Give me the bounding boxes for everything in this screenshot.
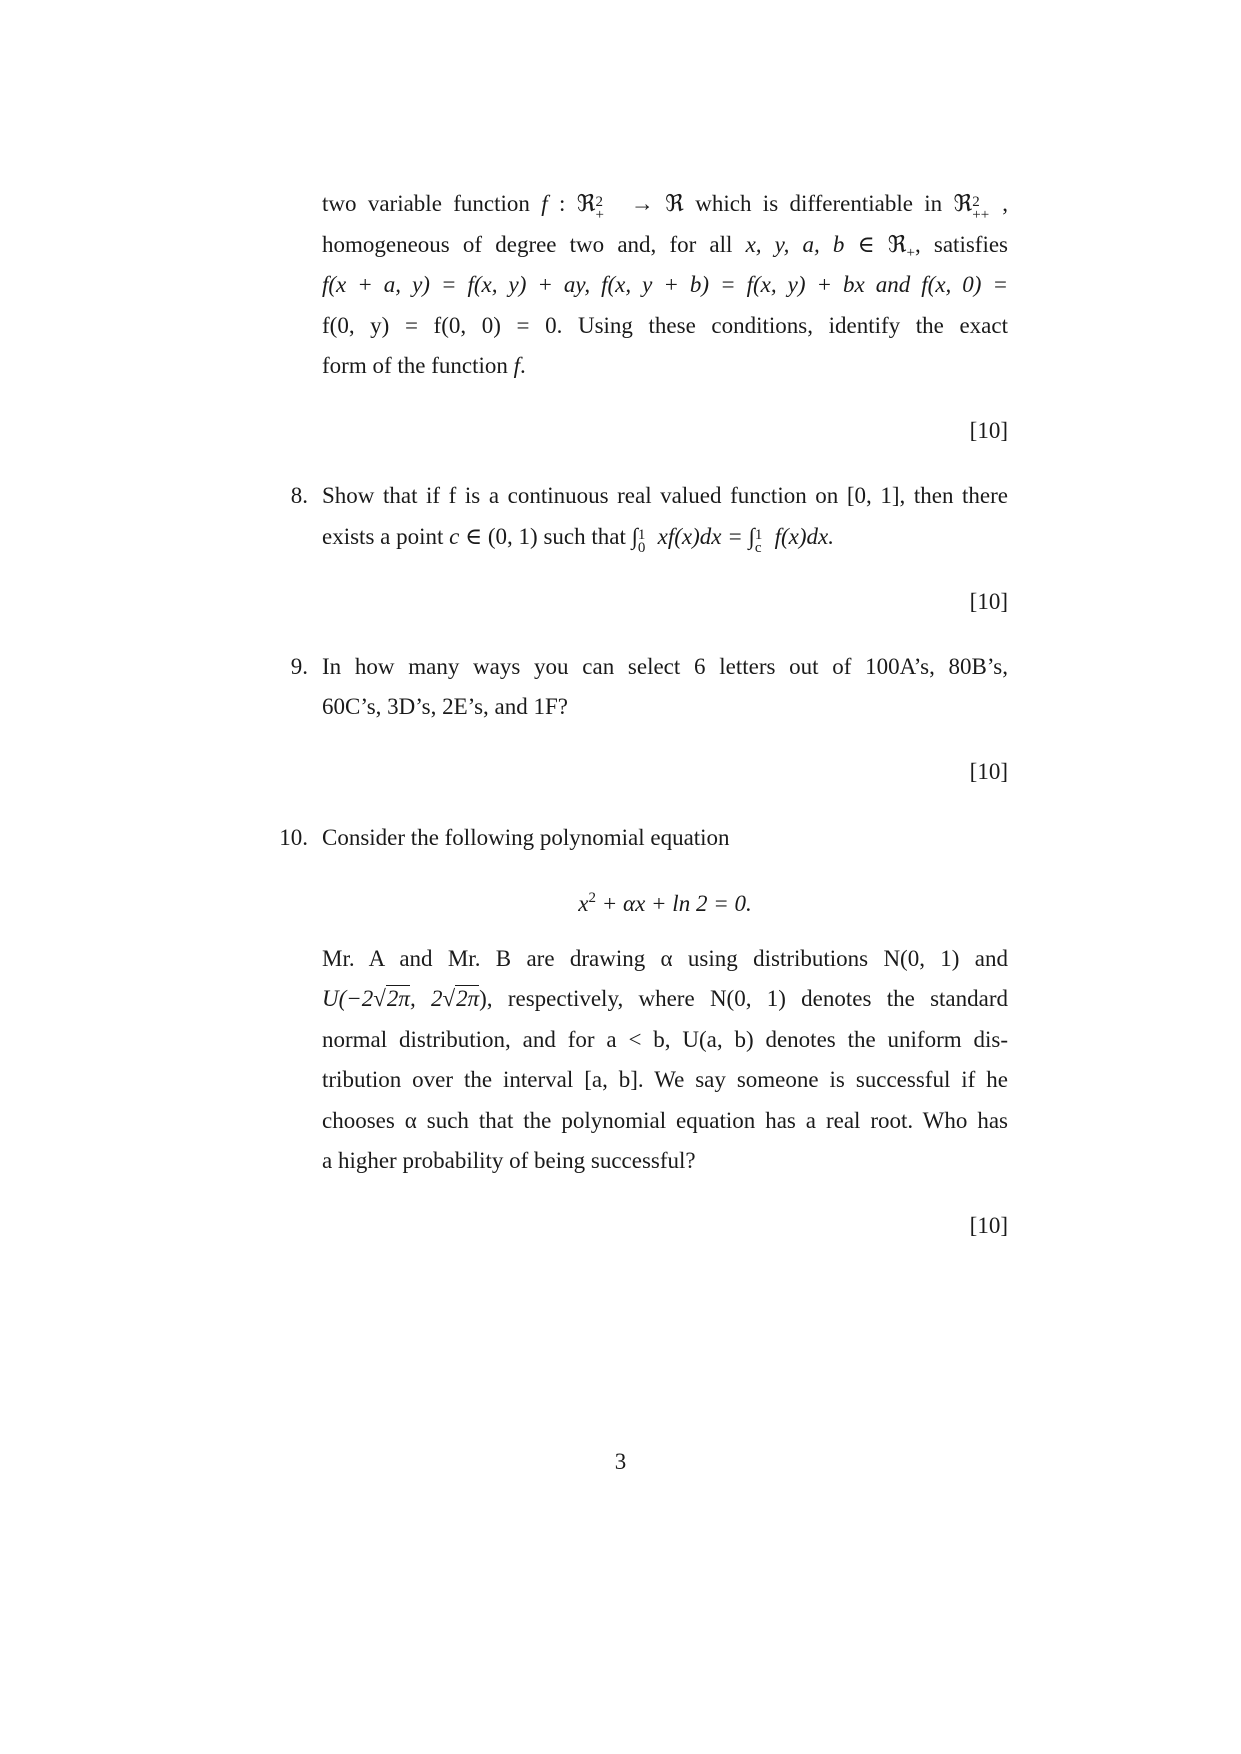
text: . [520, 353, 526, 378]
upper-limit: 1 [754, 527, 763, 543]
math-real: ℜ [665, 191, 684, 216]
q10-para-line-4 [322, 1065, 1008, 1095]
q10-equation [322, 883, 1008, 916]
math-c: c [449, 524, 460, 549]
text: homogeneous of degree two and, for all [322, 232, 746, 257]
math-text: , 2 [409, 986, 443, 1011]
text: ), respectively, where N(0, 1) denotes the standard [479, 986, 1008, 1011]
text: Consider the following polynomial equation [322, 825, 730, 850]
q7-line-3 [322, 270, 1008, 300]
integrand: f(x)dx. [768, 524, 834, 549]
text: a higher probability of being successful? [322, 1148, 696, 1173]
math-arrow: → [619, 191, 666, 216]
q7-line-1 [322, 189, 1009, 223]
q7-line-4 [322, 311, 1008, 341]
sqrt-sign: √ [442, 986, 456, 1011]
radicand: 2π [456, 986, 480, 1011]
integral-sign: ∫ [748, 524, 755, 549]
text: In how many ways you can select 6 letters out of 100A’s, 80B’s, [322, 654, 1008, 679]
math-real: ℜ [953, 191, 973, 216]
sub: + [595, 207, 604, 223]
q10-para-line-2 [322, 984, 1008, 1014]
math-text: U(−2 [322, 986, 374, 1011]
q8-line-1 [322, 481, 1008, 511]
lower-limit: 0 [637, 540, 646, 556]
q10-para-line-3 [322, 1025, 1008, 1055]
q8-marks: [10] [969, 589, 1008, 614]
q7-line-5 [322, 351, 1008, 381]
q9-marks: [10] [969, 759, 1008, 784]
q10-number: 10. [279, 825, 308, 850]
sup: 2 [595, 194, 603, 210]
sub: ++ [972, 207, 990, 223]
text: exists a point [322, 524, 450, 549]
q10-para-line-6 [322, 1146, 1008, 1176]
text: , [1002, 191, 1009, 216]
q10-marks: [10] [969, 1213, 1008, 1238]
text: normal distribution, and for a < b, U(a, b) denotes the uniform dis- [322, 1027, 1008, 1052]
q7-marks: [10] [969, 418, 1008, 443]
q9-line-2 [322, 692, 1008, 722]
upper-limit: 1 [637, 527, 646, 543]
lower-limit: c [754, 540, 762, 556]
sup: 2 [972, 194, 980, 210]
math-subsup [972, 189, 1002, 223]
page-number: 3 [614, 1449, 627, 1474]
math-rest: + αx + ln 2 = 0. [595, 891, 752, 916]
math-f: f [541, 191, 548, 216]
text: which is differentiable in [683, 191, 954, 216]
q10-line-1 [322, 823, 1008, 853]
math-real: ℜ [887, 232, 907, 257]
q8-number: 8. [290, 483, 308, 508]
integrand: xf(x)dx = [651, 524, 749, 549]
math-real: ℜ [576, 191, 596, 216]
text: , satisfies [914, 232, 1008, 257]
q7-line-2 [322, 230, 1008, 260]
integral-limits [754, 522, 769, 556]
q10-para-line-5 [322, 1106, 1008, 1136]
math-equations: f(x + a, y) = f(x, y) + ay, f(x, y + b) = f(x, y) + bx and f(x, 0) = [322, 272, 1008, 297]
text: ∈ (0, 1) such that [459, 524, 632, 549]
math-subsup [595, 189, 619, 223]
text: f(0, y) = f(0, 0) = 0. Using these conditions, identify the exact [322, 313, 1008, 338]
sub: + [906, 245, 915, 261]
q10-para-line-1 [322, 944, 1008, 974]
text: form of the function [322, 353, 514, 378]
math-in: ∈ [844, 232, 888, 257]
text: chooses α such that the polynomial equation has a real root. Who has [322, 1108, 1008, 1133]
integral-limits [637, 522, 652, 556]
text: tribution over the interval [a, b]. We say someone is successful if he [322, 1067, 1008, 1092]
math-f: f [513, 353, 521, 378]
integral-sign: ∫ [631, 524, 638, 549]
math-vars: x, y, a, b [745, 232, 845, 257]
text: Mr. A and Mr. B are drawing α using distributions N(0, 1) and [322, 946, 1008, 971]
text: 60C’s, 3D’s, 2E’s, and 1F? [322, 694, 568, 719]
radicand: 2π [386, 986, 410, 1011]
text: : [547, 191, 577, 216]
text: two variable function [322, 191, 542, 216]
text: Show that if f is a continuous real valued function on [0, 1], then there [322, 483, 1008, 508]
q9-number: 9. [290, 654, 308, 679]
q8-line-2 [322, 522, 1008, 556]
sqrt-sign: √ [373, 986, 386, 1011]
q9-line-1 [322, 652, 1008, 682]
math-x: x [578, 891, 589, 916]
sup: 2 [588, 890, 596, 906]
